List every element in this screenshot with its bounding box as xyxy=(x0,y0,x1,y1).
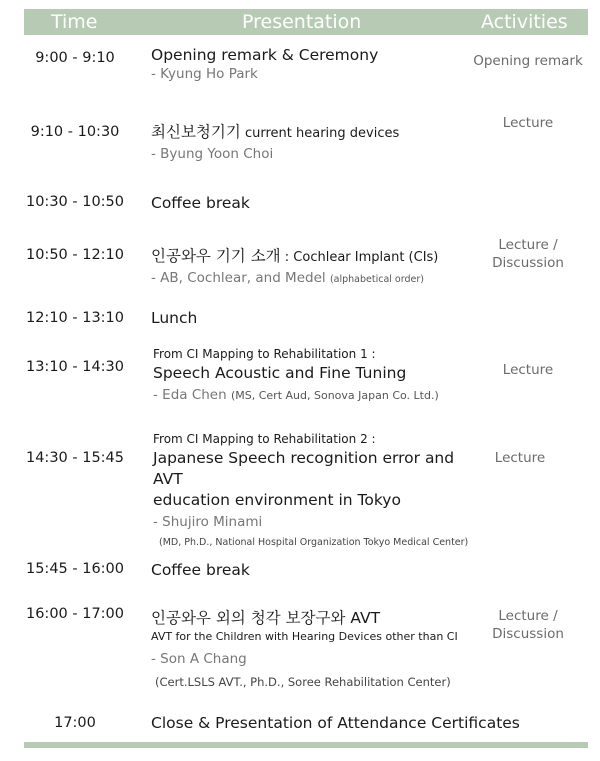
session-presentation xyxy=(153,347,483,403)
session-title-english: current hearing devices xyxy=(240,126,400,141)
activity-line: Discussion xyxy=(492,626,564,642)
session-activity: Lecture xyxy=(494,450,546,466)
session-lead: From CI Mapping to Rehabilitation 2 : xyxy=(153,432,376,446)
session-activity: Lecture xyxy=(502,362,554,378)
session-time: 13:10 - 14:30 xyxy=(25,359,125,375)
session-title: Lunch xyxy=(151,309,198,327)
session-presentation xyxy=(151,714,520,732)
session-activity: Opening remark xyxy=(473,53,583,69)
session-speaker-name: - Eda Chen xyxy=(153,387,231,403)
session-presentation xyxy=(151,120,481,162)
session-presentation xyxy=(151,606,481,689)
session-title xyxy=(151,120,481,142)
session-presentation xyxy=(151,46,481,82)
session-speaker-note: (MD, Ph.D., National Hospital Organization Tokyo Medical Center) xyxy=(159,537,469,548)
session-time: 15:45 - 16:00 xyxy=(25,561,125,577)
session-title: Opening remark & Ceremony xyxy=(151,46,379,64)
session-title-korean: 인공와우 기기 소개 xyxy=(151,247,281,265)
session-title: Speech Acoustic and Fine Tuning xyxy=(153,364,407,382)
session-title-english: : Cochlear Implant (CIs) xyxy=(280,250,439,265)
schedule-header xyxy=(24,9,588,35)
session-subtitle: AVT for the Children with Hearing Devices other than CI xyxy=(151,630,458,643)
session-speaker: - Shujiro Minami xyxy=(153,514,263,530)
activity-line: Lecture / xyxy=(498,237,558,253)
activity-line: Lecture / xyxy=(498,608,558,624)
session-time: 9:00 - 9:10 xyxy=(35,50,115,66)
session-title-korean: 최신보청기기 xyxy=(151,123,241,141)
session-time: 10:30 - 10:50 xyxy=(25,194,125,210)
session-title-line: education environment in Tokyo xyxy=(153,491,401,509)
session-activity: Lecture xyxy=(502,115,554,131)
session-title: 인공와우 외의 청각 보장구와 AVT xyxy=(151,609,381,627)
session-speaker: - Son A Chang xyxy=(151,651,247,667)
session-presentation xyxy=(151,309,481,327)
session-title-line: Japanese Speech recognition error and AVT xyxy=(153,449,455,488)
header-presentation: Presentation xyxy=(242,11,362,33)
schedule-footer-bar xyxy=(24,742,588,748)
session-time: 14:30 - 15:45 xyxy=(25,450,125,466)
session-speaker xyxy=(153,387,483,403)
session-presentation xyxy=(151,194,481,212)
session-speaker-note: (MS, Cert Aud, Sonova Japan Co. Ltd.) xyxy=(230,389,439,402)
session-speaker: - Byung Yoon Choi xyxy=(151,146,274,162)
header-activities: Activities xyxy=(481,11,568,33)
session-speaker-name: - AB, Cochlear, and Medel xyxy=(151,270,330,286)
session-title: Close & Presentation of Attendance Certificates xyxy=(151,714,520,732)
session-time: 17:00 xyxy=(54,715,96,731)
session-lead: From CI Mapping to Rehabilitation 1 : xyxy=(153,347,376,361)
session-time: 10:50 - 12:10 xyxy=(25,247,125,263)
session-presentation xyxy=(153,432,483,548)
session-activity xyxy=(470,607,586,643)
session-activity xyxy=(470,236,586,272)
session-presentation xyxy=(151,561,481,579)
session-time: 16:00 - 17:00 xyxy=(25,606,125,622)
session-title: Coffee break xyxy=(151,561,250,579)
session-presentation xyxy=(151,244,481,286)
session-title: Coffee break xyxy=(151,194,250,212)
session-speaker xyxy=(151,270,481,286)
session-speaker-note: (alphabetical order) xyxy=(329,274,424,285)
session-time: 9:10 - 10:30 xyxy=(30,124,120,140)
session-speaker-note: (Cert.LSLS AVT., Ph.D., Soree Rehabilitation Center) xyxy=(155,675,451,689)
session-speaker: - Kyung Ho Park xyxy=(151,66,258,82)
session-title xyxy=(151,244,481,266)
header-time: Time xyxy=(51,11,98,33)
activity-line: Discussion xyxy=(492,255,564,271)
session-time: 12:10 - 13:10 xyxy=(25,310,125,326)
